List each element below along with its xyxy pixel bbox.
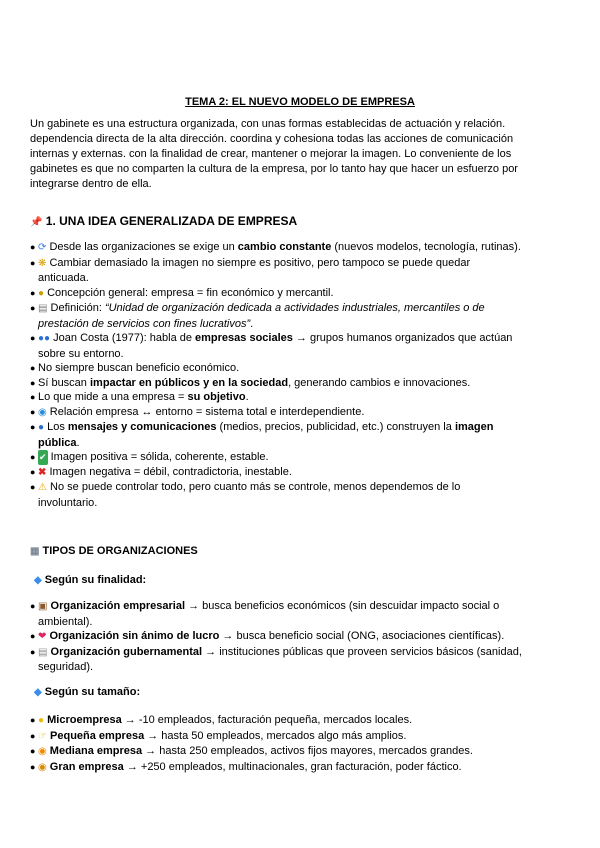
list-item: ● ● Microempresa → -10 empleados, facturación pequeña, mercados locales. [30, 713, 522, 729]
list-item: ● ▤ Definición: “Unidad de organización dedicada a actividades industriales, mercantiles o de prestación de servicios con fines lucrativos”. [30, 301, 522, 331]
list-item: ● ● Concepción general: empresa = fin económico y mercantil. [30, 286, 522, 302]
list-item: ● ▤ Organización gubernamental → instituciones públicas que proveen servicios básicos (sanidad, seguridad). [30, 645, 522, 675]
list-item: ● ◉ Gran empresa → +250 empleados, multinacionales, gran facturación, poder fáctico. [30, 760, 522, 776]
pushpin-icon: 📌 [30, 217, 43, 228]
section1-list [30, 240, 522, 510]
globe-icon: ◉ [38, 406, 47, 418]
section1-heading-text: 1. UNA IDEA GENERALIZADA DE EMPRESA [45, 214, 298, 228]
subsection-tamano-heading: ◆ Según su tamaño: [34, 686, 141, 698]
sparkle-icon: ❋ [38, 257, 47, 269]
list-item: ● No siempre buscan beneficio económico. [30, 361, 522, 376]
cross-icon: ✖ [38, 466, 47, 478]
diamond-icon: ◆ [34, 575, 42, 586]
list-item: ● ◉ Relación empresa ↔ entorno = sistema total e interdependiente. [30, 405, 522, 421]
list-item: ● ⚠ No se puede controlar todo, pero cuanto más se controle, menos dependemos de lo involuntario. [30, 480, 522, 510]
subsection-finalidad-heading: ◆ Según su finalidad: [34, 574, 147, 586]
list-item: ● ❤ Organización sin ánimo de lucro → busca beneficio social (ONG, asociaciones científicas). [30, 629, 522, 645]
tiger-icon: ◉ [38, 746, 47, 757]
section1-heading [30, 214, 297, 228]
office-building-icon: ▦ [30, 546, 40, 557]
money-bag-icon: ● [38, 287, 45, 299]
list-item: ● ▣ Organización empresarial → busca beneficios económicos (sin descuidar impacto social o ambiental). [30, 599, 522, 629]
speaking-head-icon: ● [38, 422, 45, 433]
finalidad-list [30, 599, 522, 675]
list-item: ● ☞ Pequeña empresa → hasta 50 empleados, mercados algo más amplios. [30, 729, 522, 745]
heart-icon: ❤ [38, 631, 47, 642]
list-item: ● Sí buscan impactar en públicos y en la sociedad, generando cambios e innovaciones. [30, 376, 522, 391]
section2-heading [30, 545, 198, 557]
tamano-list [30, 713, 522, 775]
bank-icon: ▤ [38, 646, 48, 658]
book-icon: ▤ [38, 303, 48, 314]
chick-icon: ● [38, 715, 45, 726]
section2-heading-text: TIPOS DE ORGANIZACIONES [42, 545, 198, 557]
sync-icon: ⟳ [38, 242, 47, 253]
list-item: ● Lo que mide a una empresa = su objetivo. [30, 390, 522, 405]
list-item: ● ◉ Mediana empresa → hasta 250 empleados, activos fijos mayores, mercados grandes. [30, 744, 522, 760]
check-icon: ✔ [38, 450, 48, 465]
list-item: ● ●● Joan Costa (1977): habla de empresas sociales → grupos humanos organizados que actúan sobre su entorno. [30, 331, 522, 361]
hand-icon: ☞ [38, 730, 47, 742]
list-item: ● ✔ Imagen positiva = sólida, coherente, estable. [30, 450, 522, 465]
list-item: ● ✖ Imagen negativa = débil, contradictoria, inestable. [30, 465, 522, 481]
briefcase-icon: ▣ [38, 601, 48, 612]
list-item: ● ⟳ Desde las organizaciones se exige un cambio constante (nuevos modelos, tecnología, rutinas). [30, 240, 522, 256]
lion-icon: ◉ [38, 761, 47, 773]
people-icon: ●● [38, 333, 51, 344]
document-title: TEMA 2: EL NUEVO MODELO DE EMPRESA [185, 96, 415, 108]
diamond-icon: ◆ [34, 687, 42, 698]
warning-icon: ⚠ [38, 482, 47, 493]
list-item: ● ❋ Cambiar demasiado la imagen no siempre es positivo, pero tampoco se puede quedar anticuada. [30, 256, 522, 286]
list-item: ● ● Los mensajes y comunicaciones (medios, precios, publicidad, etc.) construyen la imagen pública. [30, 420, 522, 450]
intro-paragraph: Un gabinete es una estructura organizada, con unas formas establecidas de actuación y relación. dependencia directa de la alta dirección. coordina y cohesiona todas las acciones de comunicación internas y externas. con la finalidad de crear, mantener o mejorar la imagen. Lo conveniente de los gabinetes es que no comparten la cultura de la empresa, por lo tanto hay que hacer un esfuerzo por integrarse dentro de ella. [30, 118, 518, 190]
